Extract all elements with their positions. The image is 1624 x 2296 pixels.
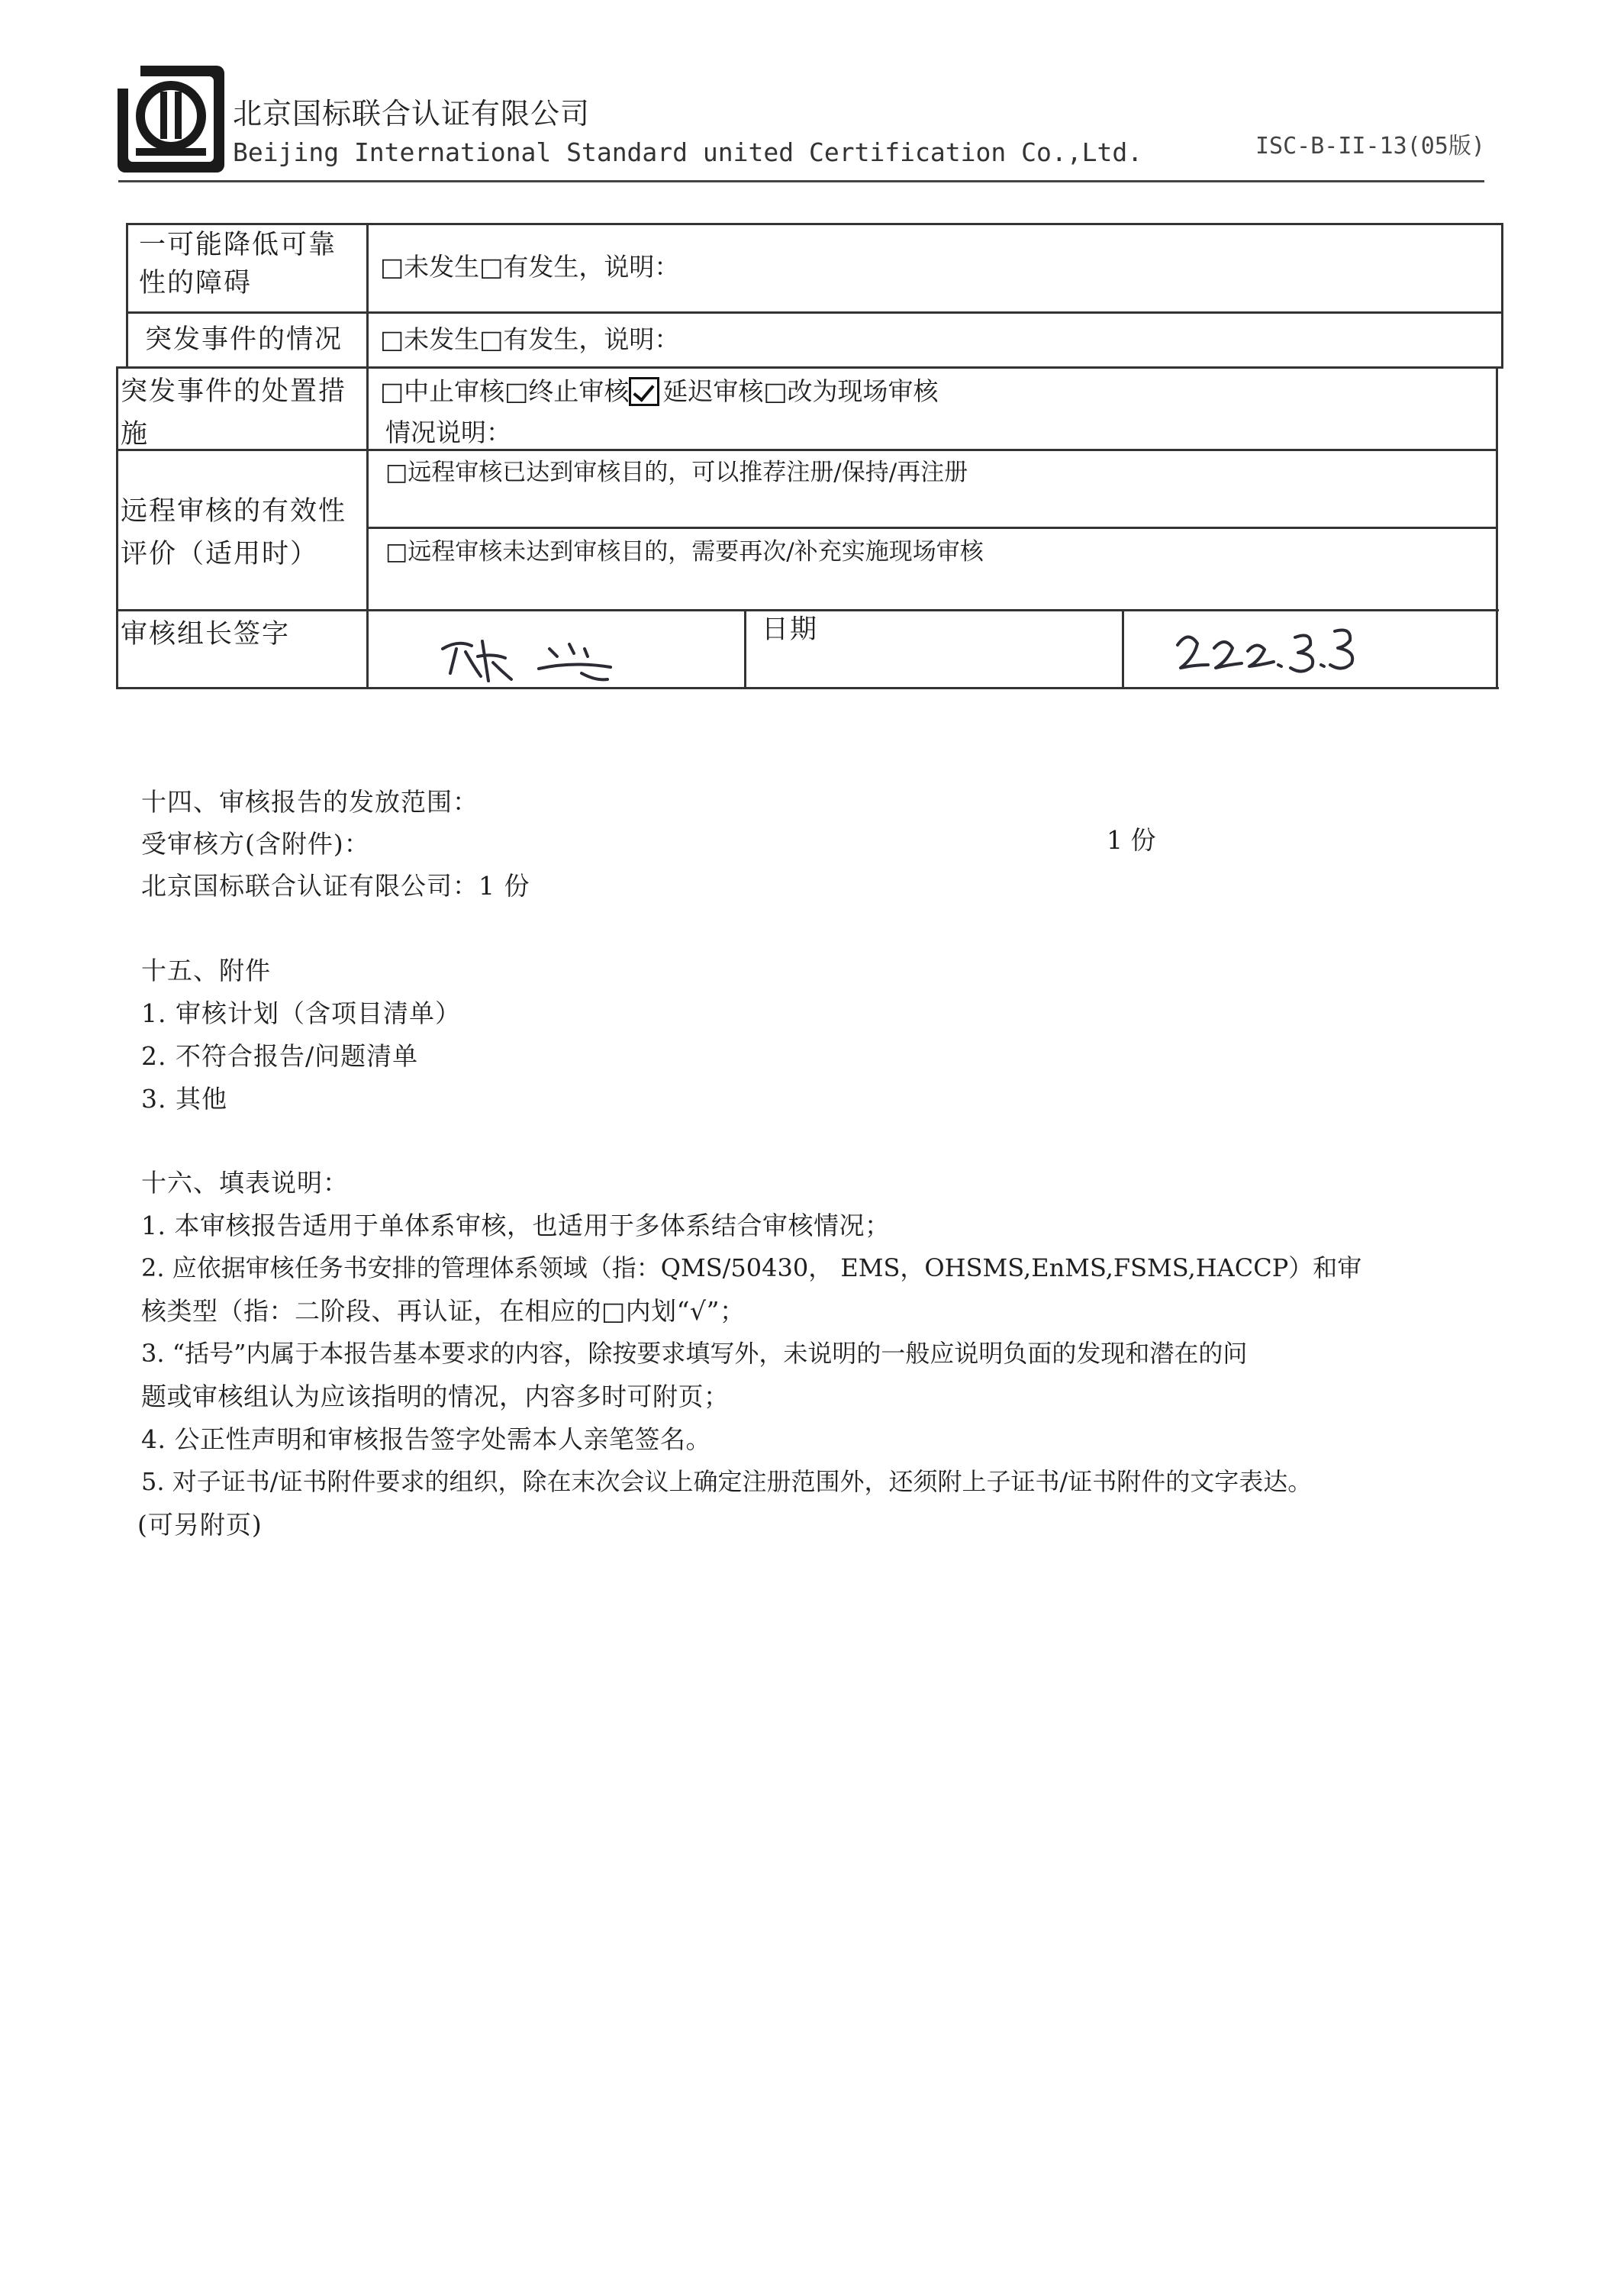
remote-audit-option-achieved: □远程审核已达到审核目的，可以推荐注册/保持/再注册 bbox=[385, 459, 968, 486]
table-rule bbox=[116, 366, 1503, 369]
handling-note: 情况说明： bbox=[385, 418, 511, 447]
instruction-line: 4. 公正性声明和审核报告签字处需本人亲笔签名。 bbox=[141, 1424, 711, 1454]
row-label-remote-audit-effectiveness: 远程审核的有效性 评价（适用时） bbox=[121, 496, 347, 569]
table-rule bbox=[126, 223, 128, 366]
instruction-line: (可另附页) bbox=[137, 1510, 263, 1540]
header-rule bbox=[118, 180, 1484, 182]
handling-options-after: □改为现场审核 bbox=[763, 376, 939, 406]
table-rule bbox=[1496, 366, 1498, 687]
section14-company-copies: 北京国标联合认证有限公司：1 份 bbox=[141, 871, 530, 901]
remote-audit-option-not-achieved: □远程审核未达到审核目的，需要再次/补充实施现场审核 bbox=[385, 538, 984, 566]
instruction-line: 3. “括号”内属于本报告基本要求的内容，除按要求填写外，未说明的一般应说明负面的发现和潜在的问 bbox=[141, 1339, 1248, 1368]
table-rule bbox=[126, 311, 1503, 314]
row-content-emergency-status: □未发生□有发生，说明： bbox=[380, 324, 680, 354]
attachment-item: 3. 其他 bbox=[141, 1084, 227, 1114]
table-rule bbox=[366, 527, 1496, 529]
company-name-en: Beijing International Standard united Certification Co.,Ltd. bbox=[233, 137, 1143, 167]
document-code: ISC-B-II-13(05版) bbox=[1255, 133, 1485, 160]
date-label: 日期 bbox=[762, 614, 819, 645]
handling-options-before: □中止审核□终止审核 bbox=[380, 376, 630, 406]
row-label-emergency-status: 突发事件的情况 bbox=[145, 324, 343, 355]
row-label-reliability-obstacle: 一可能降低可靠 性的障碍 bbox=[139, 230, 337, 298]
attachment-item: 2. 不符合报告/问题清单 bbox=[141, 1041, 419, 1071]
company-name-cn: 北京国标联合认证有限公司 bbox=[233, 97, 591, 131]
table-rule bbox=[366, 223, 369, 687]
table-rule bbox=[116, 687, 1499, 689]
instruction-line: 2. 应依据审核任务书安排的管理体系领域（指：QMS/50430， EMS，OHSMS,EnMS,FSMS,HACCP）和审 bbox=[141, 1253, 1362, 1282]
delay-audit-checkbox[interactable] bbox=[629, 377, 659, 406]
table-rule bbox=[126, 223, 1503, 225]
signature-label: 审核组长签字 bbox=[121, 619, 291, 650]
section14-title: 十四、审核报告的发放范围： bbox=[141, 787, 478, 817]
table-rule bbox=[744, 609, 746, 687]
table-rule bbox=[116, 366, 118, 687]
attachment-item: 1. 审核计划（含项目清单） bbox=[141, 998, 461, 1028]
handling-checked-option: 延迟审核 bbox=[662, 376, 764, 406]
instruction-line: 1. 本审核报告适用于单体系审核，也适用于多体系结合审核情况； bbox=[141, 1211, 891, 1240]
company-logo bbox=[114, 63, 227, 176]
section14-auditee-label: 受审核方(含附件)： bbox=[141, 829, 370, 859]
audit-date-handwritten bbox=[1171, 614, 1385, 686]
instruction-line: 题或审核组认为应该指明的情况，内容多时可附页； bbox=[141, 1382, 730, 1411]
instruction-line: 5. 对子证书/证书附件要求的组织，除在末次会议上确定注册范围外，还须附上子证书/证书附件的文字表达。 bbox=[141, 1467, 1313, 1496]
row-content-emergency-handling bbox=[380, 372, 939, 411]
row-content-reliability-obstacle: □未发生□有发生，说明： bbox=[380, 252, 680, 282]
instruction-line: 核类型（指：二阶段、再认证，在相应的□内划“√”； bbox=[141, 1296, 746, 1326]
section14-auditee-count: 1 份 bbox=[1107, 825, 1156, 855]
section16-title: 十六、填表说明： bbox=[141, 1168, 349, 1198]
auditor-signature bbox=[435, 626, 618, 690]
table-rule bbox=[1501, 223, 1503, 366]
table-rule bbox=[1122, 609, 1124, 687]
row-label-emergency-handling: 突发事件的处置措 施 bbox=[121, 376, 347, 450]
section15-title: 十五、附件 bbox=[141, 956, 271, 985]
